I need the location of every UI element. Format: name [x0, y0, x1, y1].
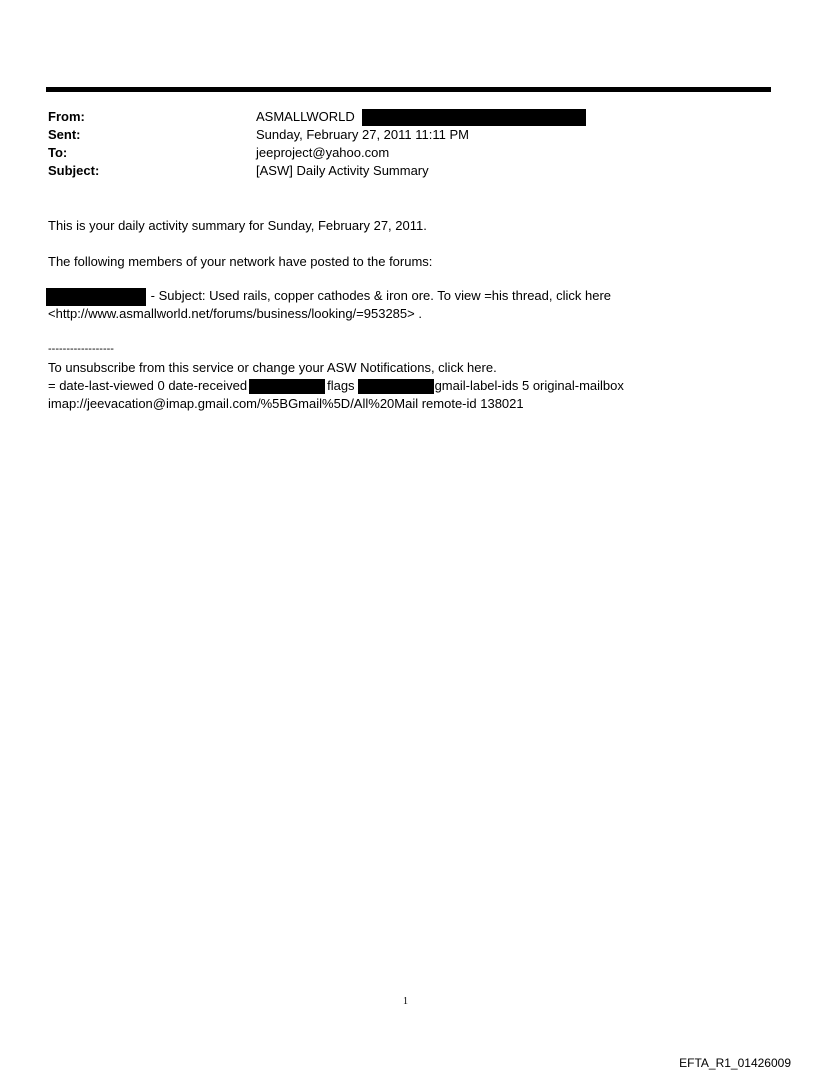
redaction-box	[46, 288, 146, 306]
post-link[interactable]: <http://www.asmallworld.net/forums/business/looking/=953285> .	[48, 306, 422, 321]
to-label: To:	[48, 145, 68, 160]
intro-line: This is your daily activity summary for Sunday, February 27, 2011.	[48, 218, 427, 233]
metadata-date: = date-last-viewed 0 date-received	[48, 378, 248, 393]
redaction-box	[358, 379, 434, 394]
from-value	[256, 108, 586, 126]
metadata-flags: flags	[327, 378, 355, 393]
members-line: The following members of your network have posted to the forums:	[48, 254, 433, 269]
redaction-box	[249, 379, 325, 394]
redaction-box	[362, 109, 586, 126]
metadata-line-2: imap://jeevacation@imap.gmail.com/%5BGmail%5D/All%20Mail remote-id 138021	[48, 396, 524, 411]
post-subject: - Subject: Used rails, copper cathodes & iron ore. To view =his thread, click here	[150, 288, 612, 303]
from-label: From:	[48, 109, 85, 124]
post-subject-line	[48, 287, 611, 306]
subject-value: [ASW] Daily Activity Summary	[256, 163, 429, 178]
page-number: 1	[403, 996, 408, 1007]
bates-number: EFTA_R1_01426009	[679, 1056, 791, 1070]
header-rule	[46, 87, 771, 92]
separator: ------------------	[48, 343, 114, 355]
metadata-line-1	[48, 377, 624, 394]
from-sender: ASMALLWORLD	[256, 109, 355, 124]
to-value: jeeproject@yahoo.com	[256, 145, 390, 160]
unsubscribe-line[interactable]: To unsubscribe from this service or change your ASW Notifications, click here.	[48, 360, 497, 375]
metadata-labels: gmail-label-ids 5 original-mailbox	[434, 378, 624, 393]
sent-value: Sunday, February 27, 2011 11:11 PM	[256, 127, 469, 142]
sent-label: Sent:	[48, 127, 81, 142]
subject-label: Subject:	[48, 163, 100, 178]
